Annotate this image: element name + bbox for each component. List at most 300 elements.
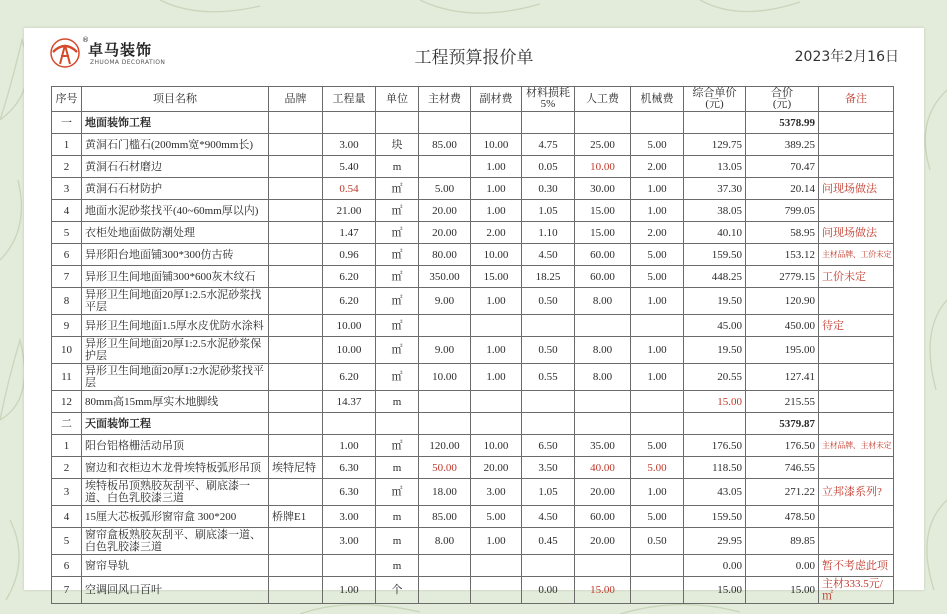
cell-brand bbox=[269, 200, 323, 222]
cell-quantity: 3.00 bbox=[323, 528, 376, 555]
company-name: 卓马装饰 bbox=[88, 41, 153, 59]
cell-quantity: 1.00 bbox=[323, 435, 376, 457]
cell-unit: m bbox=[376, 391, 419, 413]
cell-item-name: 地面水泥砂浆找平(40~60mm厚以内) bbox=[82, 200, 269, 222]
cell-main-material: 18.00 bbox=[419, 479, 471, 506]
section-title: 天面装饰工程 bbox=[82, 413, 269, 435]
cell-no: 9 bbox=[52, 315, 82, 337]
cell-brand bbox=[269, 555, 323, 577]
cell-unit-price: 19.50 bbox=[684, 337, 746, 364]
quotation-table bbox=[51, 86, 894, 604]
cell-unit-price: 15.00 bbox=[684, 577, 746, 604]
cell-total: 120.90 bbox=[746, 288, 819, 315]
cell-remark: 立邦漆系列? bbox=[819, 479, 894, 506]
cell-material-loss: 4.50 bbox=[522, 244, 575, 266]
cell-unit-price: 129.75 bbox=[684, 134, 746, 156]
cell-brand: 桥牌E1 bbox=[269, 506, 323, 528]
cell-machine: 5.00 bbox=[631, 266, 684, 288]
table-row bbox=[52, 364, 894, 391]
cell-labor: 15.00 bbox=[575, 222, 631, 244]
cell-item-name: 异形卫生间地面20厚1:2.5水泥砂浆找平层 bbox=[82, 288, 269, 315]
cell-labor bbox=[575, 555, 631, 577]
header-aux-material: 副材费 bbox=[471, 87, 522, 112]
cell-remark: 主材品牌、工价未定 bbox=[819, 244, 894, 266]
cell-empty bbox=[419, 413, 471, 435]
cell-unit: 块 bbox=[376, 134, 419, 156]
cell-empty bbox=[269, 413, 323, 435]
cell-no: 6 bbox=[52, 244, 82, 266]
cell-remark bbox=[819, 506, 894, 528]
cell-no: 4 bbox=[52, 506, 82, 528]
header-material-loss: 材料损耗 5% bbox=[522, 87, 575, 112]
cell-no: 12 bbox=[52, 391, 82, 413]
cell-brand bbox=[269, 244, 323, 266]
cell-remark bbox=[819, 337, 894, 364]
cell-item-name: 窗帘导轨 bbox=[82, 555, 269, 577]
header-total: 合价 (元) bbox=[746, 87, 819, 112]
cell-total: 176.50 bbox=[746, 435, 819, 457]
cell-empty bbox=[684, 112, 746, 134]
cell-aux-material: 10.00 bbox=[471, 435, 522, 457]
table-row bbox=[52, 288, 894, 315]
cell-material-loss: 4.50 bbox=[522, 506, 575, 528]
cell-remark bbox=[819, 391, 894, 413]
cell-remark: 主材333.5元/㎡ bbox=[819, 577, 894, 604]
page-title: 工程预算报价单 bbox=[414, 48, 534, 68]
cell-aux-material: 5.00 bbox=[471, 506, 522, 528]
cell-empty bbox=[419, 112, 471, 134]
cell-quantity: 1.47 bbox=[323, 222, 376, 244]
cell-no: 3 bbox=[52, 479, 82, 506]
header-quantity: 工程量 bbox=[323, 87, 376, 112]
section-number: 一 bbox=[52, 112, 82, 134]
cell-item-name: 黄洞石石材防护 bbox=[82, 178, 269, 200]
header-labor: 人工费 bbox=[575, 87, 631, 112]
cell-unit: 个 bbox=[376, 577, 419, 604]
cell-brand bbox=[269, 577, 323, 604]
table-row bbox=[52, 222, 894, 244]
cell-labor: 8.00 bbox=[575, 364, 631, 391]
cell-material-loss: 0.55 bbox=[522, 364, 575, 391]
cell-empty bbox=[376, 112, 419, 134]
cell-unit-price: 29.95 bbox=[684, 528, 746, 555]
cell-unit: m bbox=[376, 156, 419, 178]
cell-machine: 0.50 bbox=[631, 528, 684, 555]
cell-no: 3 bbox=[52, 178, 82, 200]
cell-item-name: 埃特板吊顶熟胶灰刮平、刷底漆一道、白色乳胶漆三道 bbox=[82, 479, 269, 506]
cell-item-name: 窗帘盒板熟胶灰刮平、刷底漆一道、白色乳胶漆三道 bbox=[82, 528, 269, 555]
cell-no: 5 bbox=[52, 528, 82, 555]
cell-brand bbox=[269, 364, 323, 391]
table-body bbox=[52, 112, 894, 604]
cell-brand bbox=[269, 479, 323, 506]
cell-material-loss: 6.50 bbox=[522, 435, 575, 457]
cell-unit-price: 20.55 bbox=[684, 364, 746, 391]
cell-no: 10 bbox=[52, 337, 82, 364]
cell-total: 271.22 bbox=[746, 479, 819, 506]
cell-remark bbox=[819, 528, 894, 555]
cell-remark bbox=[819, 200, 894, 222]
cell-main-material bbox=[419, 555, 471, 577]
cell-empty bbox=[819, 112, 894, 134]
cell-aux-material: 1.00 bbox=[471, 364, 522, 391]
cell-no: 8 bbox=[52, 288, 82, 315]
cell-brand: 埃特尼特 bbox=[269, 457, 323, 479]
cell-main-material bbox=[419, 577, 471, 604]
cell-item-name: 异形卫生间地面铺300*600灰木纹石 bbox=[82, 266, 269, 288]
cell-machine: 2.00 bbox=[631, 156, 684, 178]
cell-material-loss: 3.50 bbox=[522, 457, 575, 479]
cell-remark: 待定 bbox=[819, 315, 894, 337]
cell-main-material: 20.00 bbox=[419, 222, 471, 244]
cell-unit-price: 118.50 bbox=[684, 457, 746, 479]
section-row bbox=[52, 112, 894, 134]
cell-total: 58.95 bbox=[746, 222, 819, 244]
cell-unit-price: 43.05 bbox=[684, 479, 746, 506]
cell-item-name: 15厘大芯板弧形窗帘盒 300*200 bbox=[82, 506, 269, 528]
cell-material-loss: 1.10 bbox=[522, 222, 575, 244]
table-header-row bbox=[52, 87, 894, 112]
cell-aux-material: 20.00 bbox=[471, 457, 522, 479]
cell-no: 1 bbox=[52, 435, 82, 457]
cell-machine: 1.00 bbox=[631, 288, 684, 315]
table-row bbox=[52, 244, 894, 266]
table-row bbox=[52, 266, 894, 288]
cell-quantity: 10.00 bbox=[323, 315, 376, 337]
cell-machine: 1.00 bbox=[631, 178, 684, 200]
cell-material-loss: 1.05 bbox=[522, 479, 575, 506]
cell-brand bbox=[269, 266, 323, 288]
cell-unit: m bbox=[376, 555, 419, 577]
cell-labor: 15.00 bbox=[575, 577, 631, 604]
cell-empty bbox=[522, 112, 575, 134]
cell-material-loss: 0.50 bbox=[522, 288, 575, 315]
cell-aux-material: 3.00 bbox=[471, 479, 522, 506]
cell-main-material: 350.00 bbox=[419, 266, 471, 288]
cell-total: 799.05 bbox=[746, 200, 819, 222]
cell-remark bbox=[819, 156, 894, 178]
cell-empty bbox=[323, 112, 376, 134]
cell-machine: 5.00 bbox=[631, 506, 684, 528]
cell-unit: m bbox=[376, 528, 419, 555]
cell-total: 15.00 bbox=[746, 577, 819, 604]
cell-quantity: 0.96 bbox=[323, 244, 376, 266]
cell-remark: 暂不考虑此项 bbox=[819, 555, 894, 577]
cell-labor: 8.00 bbox=[575, 288, 631, 315]
table-row bbox=[52, 134, 894, 156]
cell-aux-material: 1.00 bbox=[471, 156, 522, 178]
cell-quantity: 14.37 bbox=[323, 391, 376, 413]
cell-material-loss bbox=[522, 555, 575, 577]
cell-aux-material bbox=[471, 555, 522, 577]
cell-aux-material: 1.00 bbox=[471, 288, 522, 315]
cell-total: 746.55 bbox=[746, 457, 819, 479]
cell-quantity: 10.00 bbox=[323, 337, 376, 364]
cell-remark: 主材品牌、主材未定 bbox=[819, 435, 894, 457]
cell-unit: ㎡ bbox=[376, 315, 419, 337]
cell-machine: 1.00 bbox=[631, 200, 684, 222]
table-row bbox=[52, 506, 894, 528]
cell-unit-price: 176.50 bbox=[684, 435, 746, 457]
cell-main-material bbox=[419, 156, 471, 178]
cell-labor: 60.00 bbox=[575, 266, 631, 288]
cell-unit: ㎡ bbox=[376, 435, 419, 457]
cell-labor: 60.00 bbox=[575, 506, 631, 528]
cell-unit: ㎡ bbox=[376, 479, 419, 506]
cell-unit-price: 37.30 bbox=[684, 178, 746, 200]
cell-no: 11 bbox=[52, 364, 82, 391]
cell-unit: ㎡ bbox=[376, 200, 419, 222]
header-brand: 品牌 bbox=[269, 87, 323, 112]
cell-unit: ㎡ bbox=[376, 178, 419, 200]
cell-quantity: 6.20 bbox=[323, 364, 376, 391]
header-remark: 备注 bbox=[819, 87, 894, 112]
cell-remark bbox=[819, 457, 894, 479]
cell-total: 2779.15 bbox=[746, 266, 819, 288]
cell-machine bbox=[631, 555, 684, 577]
cell-unit-price: 40.10 bbox=[684, 222, 746, 244]
cell-empty bbox=[631, 413, 684, 435]
cell-main-material: 120.00 bbox=[419, 435, 471, 457]
cell-quantity: 6.30 bbox=[323, 479, 376, 506]
cell-no: 7 bbox=[52, 577, 82, 604]
cell-empty bbox=[819, 413, 894, 435]
cell-total: 20.14 bbox=[746, 178, 819, 200]
cell-total: 195.00 bbox=[746, 337, 819, 364]
cell-remark: 问现场做法 bbox=[819, 222, 894, 244]
cell-item-name: 异形卫生间地面20厚1:2.5水泥砂浆保护层 bbox=[82, 337, 269, 364]
section-total: 5379.87 bbox=[746, 413, 819, 435]
cell-material-loss: 0.45 bbox=[522, 528, 575, 555]
cell-total: 215.55 bbox=[746, 391, 819, 413]
cell-machine: 1.00 bbox=[631, 364, 684, 391]
cell-item-name: 黄洞石门槛石(200mm宽*900mm长) bbox=[82, 134, 269, 156]
header-unit-price: 综合单价 (元) bbox=[684, 87, 746, 112]
cell-empty bbox=[684, 413, 746, 435]
section-number: 二 bbox=[52, 413, 82, 435]
cell-machine: 5.00 bbox=[631, 457, 684, 479]
cell-quantity: 6.30 bbox=[323, 457, 376, 479]
section-title: 地面装饰工程 bbox=[82, 112, 269, 134]
table-row bbox=[52, 178, 894, 200]
cell-unit: m bbox=[376, 457, 419, 479]
cell-unit-price: 15.00 bbox=[684, 391, 746, 413]
cell-brand bbox=[269, 315, 323, 337]
cell-quantity: 5.40 bbox=[323, 156, 376, 178]
cell-unit-price: 448.25 bbox=[684, 266, 746, 288]
cell-empty bbox=[376, 413, 419, 435]
cell-empty bbox=[522, 413, 575, 435]
cell-material-loss bbox=[522, 391, 575, 413]
cell-material-loss: 18.25 bbox=[522, 266, 575, 288]
cell-main-material: 80.00 bbox=[419, 244, 471, 266]
cell-material-loss: 0.00 bbox=[522, 577, 575, 604]
cell-main-material: 8.00 bbox=[419, 528, 471, 555]
cell-item-name: 黄洞石石材磨边 bbox=[82, 156, 269, 178]
table-row bbox=[52, 577, 894, 604]
cell-total: 153.12 bbox=[746, 244, 819, 266]
cell-item-name: 窗边和衣柜边木龙骨埃特板弧形吊顶 bbox=[82, 457, 269, 479]
header-main-material: 主材费 bbox=[419, 87, 471, 112]
section-total: 5378.99 bbox=[746, 112, 819, 134]
cell-total: 389.25 bbox=[746, 134, 819, 156]
cell-aux-material bbox=[471, 315, 522, 337]
cell-quantity: 1.00 bbox=[323, 577, 376, 604]
table-row bbox=[52, 200, 894, 222]
cell-unit: ㎡ bbox=[376, 222, 419, 244]
section-row bbox=[52, 413, 894, 435]
cell-unit-price: 19.50 bbox=[684, 288, 746, 315]
cell-brand bbox=[269, 435, 323, 457]
cell-labor: 35.00 bbox=[575, 435, 631, 457]
cell-material-loss: 4.75 bbox=[522, 134, 575, 156]
cell-labor bbox=[575, 315, 631, 337]
header-no: 序号 bbox=[52, 87, 82, 112]
cell-empty bbox=[575, 112, 631, 134]
cell-unit-price: 0.00 bbox=[684, 555, 746, 577]
cell-brand bbox=[269, 528, 323, 555]
cell-total: 0.00 bbox=[746, 555, 819, 577]
cell-main-material: 5.00 bbox=[419, 178, 471, 200]
cell-item-name: 阳台铝格栅活动吊顶 bbox=[82, 435, 269, 457]
cell-empty bbox=[323, 413, 376, 435]
cell-labor: 25.00 bbox=[575, 134, 631, 156]
cell-machine bbox=[631, 315, 684, 337]
cell-unit: ㎡ bbox=[376, 337, 419, 364]
cell-unit-price: 45.00 bbox=[684, 315, 746, 337]
cell-machine: 5.00 bbox=[631, 244, 684, 266]
cell-machine: 1.00 bbox=[631, 337, 684, 364]
cell-empty bbox=[575, 413, 631, 435]
table-row bbox=[52, 391, 894, 413]
cell-item-name: 异形卫生间地面20厚1:2水泥砂浆找平层 bbox=[82, 364, 269, 391]
table-row bbox=[52, 315, 894, 337]
cell-main-material bbox=[419, 315, 471, 337]
cell-brand bbox=[269, 337, 323, 364]
cell-main-material: 10.00 bbox=[419, 364, 471, 391]
cell-remark: 问现场做法 bbox=[819, 178, 894, 200]
cell-total: 89.85 bbox=[746, 528, 819, 555]
header-machine: 机械费 bbox=[631, 87, 684, 112]
cell-labor: 60.00 bbox=[575, 244, 631, 266]
cell-quantity: 0.54 bbox=[323, 178, 376, 200]
cell-no: 4 bbox=[52, 200, 82, 222]
cell-aux-material: 10.00 bbox=[471, 134, 522, 156]
cell-main-material: 9.00 bbox=[419, 288, 471, 315]
cell-remark: 工价未定 bbox=[819, 266, 894, 288]
cell-no: 1 bbox=[52, 134, 82, 156]
cell-machine: 2.00 bbox=[631, 222, 684, 244]
cell-quantity: 21.00 bbox=[323, 200, 376, 222]
cell-main-material: 85.00 bbox=[419, 134, 471, 156]
cell-material-loss: 0.30 bbox=[522, 178, 575, 200]
cell-unit: ㎡ bbox=[376, 244, 419, 266]
cell-aux-material: 10.00 bbox=[471, 244, 522, 266]
cell-no: 6 bbox=[52, 555, 82, 577]
cell-brand bbox=[269, 391, 323, 413]
cell-labor: 15.00 bbox=[575, 200, 631, 222]
cell-unit-price: 13.05 bbox=[684, 156, 746, 178]
cell-unit: ㎡ bbox=[376, 266, 419, 288]
cell-empty bbox=[471, 413, 522, 435]
cell-aux-material: 1.00 bbox=[471, 178, 522, 200]
cell-material-loss: 0.05 bbox=[522, 156, 575, 178]
cell-quantity bbox=[323, 555, 376, 577]
cell-empty bbox=[631, 112, 684, 134]
cell-empty bbox=[471, 112, 522, 134]
cell-unit-price: 159.50 bbox=[684, 506, 746, 528]
cell-no: 7 bbox=[52, 266, 82, 288]
cell-total: 70.47 bbox=[746, 156, 819, 178]
cell-brand bbox=[269, 134, 323, 156]
registered-mark: ® bbox=[82, 36, 89, 44]
cell-unit-price: 38.05 bbox=[684, 200, 746, 222]
cell-machine: 1.00 bbox=[631, 479, 684, 506]
table-row bbox=[52, 435, 894, 457]
cell-labor: 20.00 bbox=[575, 479, 631, 506]
cell-quantity: 3.00 bbox=[323, 506, 376, 528]
quotation-date: 2023年2月16日 bbox=[794, 49, 899, 65]
cell-unit: ㎡ bbox=[376, 364, 419, 391]
cell-item-name: 异形卫生间地面1.5厚水皮优防水涂料 bbox=[82, 315, 269, 337]
cell-item-name: 80mm高15mm厚实木地脚线 bbox=[82, 391, 269, 413]
cell-no: 2 bbox=[52, 156, 82, 178]
cell-total: 450.00 bbox=[746, 315, 819, 337]
cell-aux-material: 1.00 bbox=[471, 528, 522, 555]
cell-material-loss: 0.50 bbox=[522, 337, 575, 364]
cell-item-name: 衣柜处地面做防潮处理 bbox=[82, 222, 269, 244]
cell-labor: 10.00 bbox=[575, 156, 631, 178]
cell-unit-price: 159.50 bbox=[684, 244, 746, 266]
cell-machine bbox=[631, 391, 684, 413]
table-row bbox=[52, 555, 894, 577]
cell-machine: 5.00 bbox=[631, 435, 684, 457]
cell-labor: 40.00 bbox=[575, 457, 631, 479]
cell-labor bbox=[575, 391, 631, 413]
cell-main-material: 20.00 bbox=[419, 200, 471, 222]
cell-item-name: 空调回风口百叶 bbox=[82, 577, 269, 604]
table-row bbox=[52, 337, 894, 364]
cell-aux-material: 15.00 bbox=[471, 266, 522, 288]
cell-main-material: 9.00 bbox=[419, 337, 471, 364]
table-row bbox=[52, 156, 894, 178]
cell-total: 478.50 bbox=[746, 506, 819, 528]
table-row bbox=[52, 457, 894, 479]
cell-brand bbox=[269, 288, 323, 315]
cell-labor: 8.00 bbox=[575, 337, 631, 364]
cell-unit: ㎡ bbox=[376, 288, 419, 315]
cell-material-loss: 1.05 bbox=[522, 200, 575, 222]
cell-no: 2 bbox=[52, 457, 82, 479]
cell-quantity: 6.20 bbox=[323, 288, 376, 315]
table-row bbox=[52, 528, 894, 555]
cell-labor: 20.00 bbox=[575, 528, 631, 555]
cell-main-material bbox=[419, 391, 471, 413]
header-item-name: 项目名称 bbox=[82, 87, 269, 112]
cell-total: 127.41 bbox=[746, 364, 819, 391]
company-english-name: ZHUOMA DECORATION bbox=[90, 59, 166, 66]
cell-main-material: 85.00 bbox=[419, 506, 471, 528]
cell-aux-material bbox=[471, 577, 522, 604]
cell-main-material: 50.00 bbox=[419, 457, 471, 479]
cell-brand bbox=[269, 222, 323, 244]
cell-machine bbox=[631, 577, 684, 604]
cell-machine: 5.00 bbox=[631, 134, 684, 156]
cell-aux-material: 1.00 bbox=[471, 337, 522, 364]
cell-brand bbox=[269, 156, 323, 178]
cell-no: 5 bbox=[52, 222, 82, 244]
cell-aux-material bbox=[471, 391, 522, 413]
